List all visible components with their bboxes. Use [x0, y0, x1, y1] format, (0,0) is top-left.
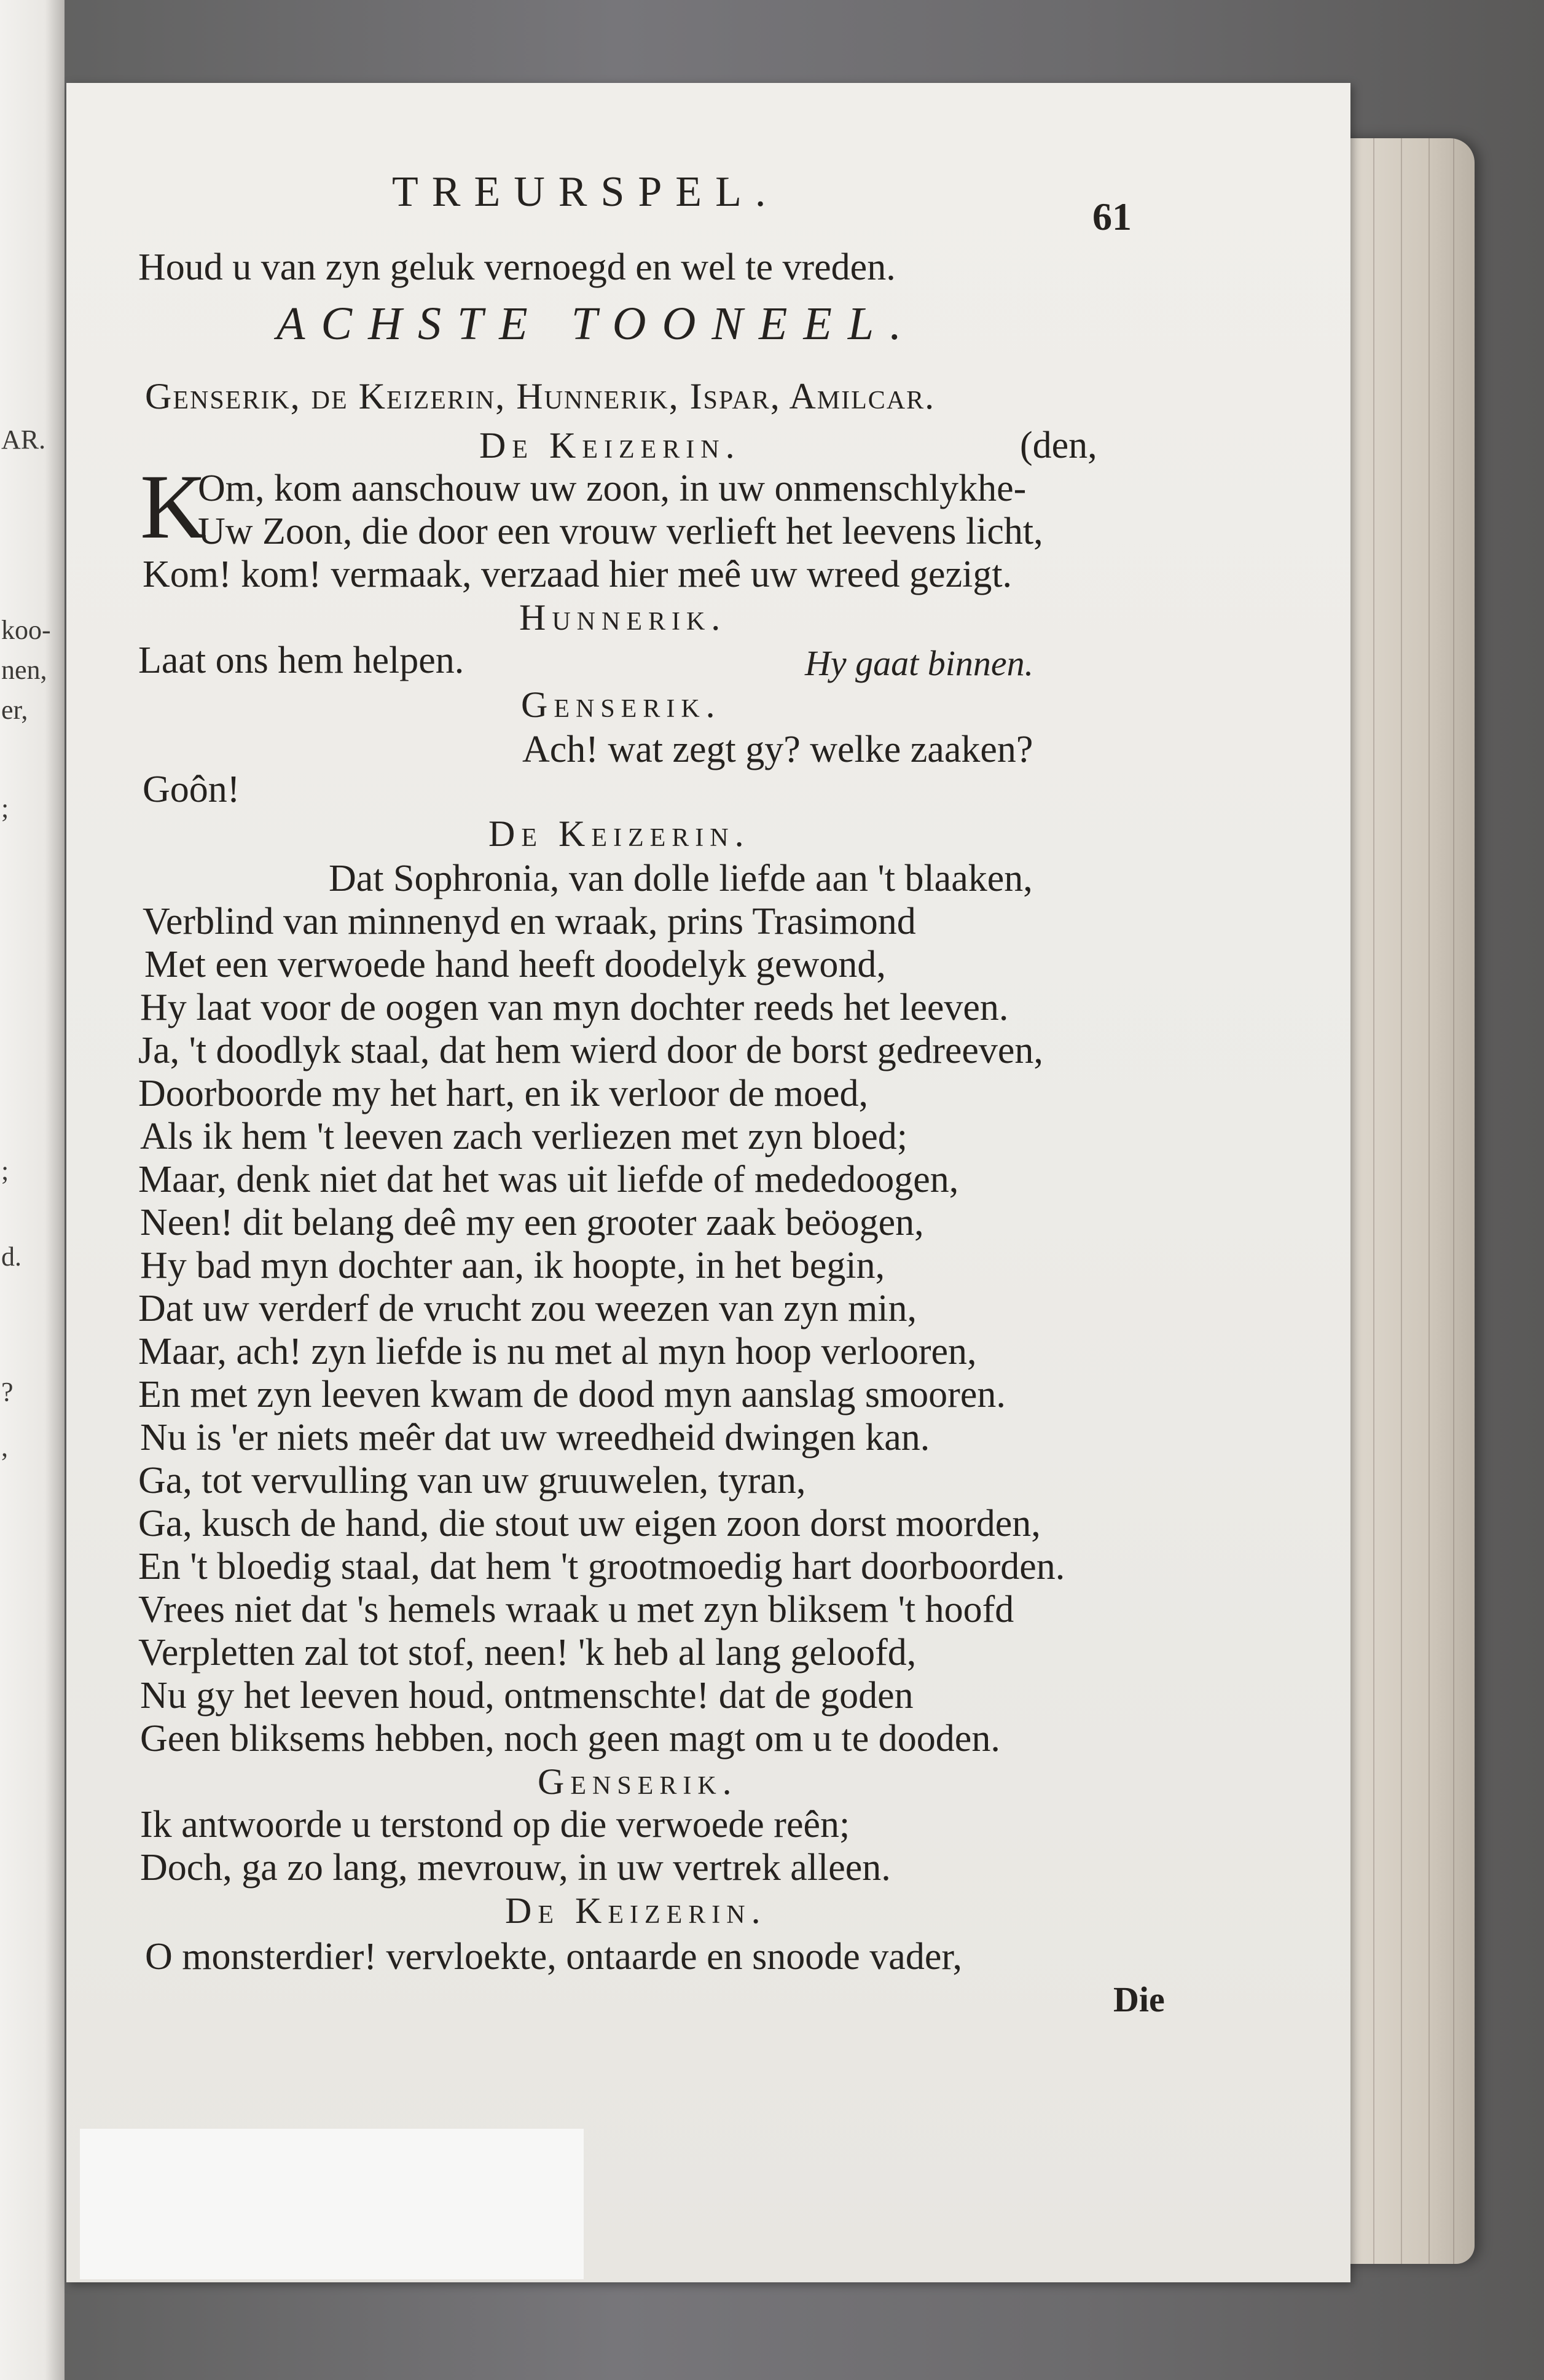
speaker-name: De Keizerin.: [505, 1890, 767, 1931]
scene-title: ACHSTE TOONEEL.: [276, 298, 918, 350]
speaker-name: De Keizerin.: [488, 813, 750, 854]
text-line: Neen! dit belang deê my een grooter zaak beöogen,: [140, 1202, 924, 1243]
text-line: Hy bad myn dochter aan, ik hoopte, in het begin,: [140, 1245, 885, 1286]
left-page-fragment: AR.: [1, 425, 46, 455]
text-line: Ik antwoorde u terstond op die verwoede reên;: [140, 1804, 850, 1846]
left-page-fragment: ;: [1, 1156, 9, 1186]
left-page-fragment: ?: [1, 1377, 14, 1407]
text-line: (den,: [1020, 425, 1097, 466]
text-line: Doch, ga zo lang, mevrouw, in uw vertrek alleen.: [140, 1847, 891, 1889]
text-line: Vrees niet dat 's hemels wraak u met zyn bliksem 't hoofd: [138, 1589, 1014, 1630]
text-line: Ga, tot vervulling van uw gruuwelen, tyran,: [138, 1460, 806, 1501]
text-line: Nu is 'er niets meêr dat uw wreedheid dwingen kan.: [140, 1417, 930, 1458]
speaker-name: Genserik.: [538, 1761, 738, 1802]
left-page-fragment: ,: [1, 1432, 8, 1462]
text-line: Ach! wat zegt gy? welke zaaken?: [522, 729, 1033, 770]
left-page-fragment: nen,: [1, 655, 47, 685]
text-line: Geen bliksems hebben, noch geen magt om u te dooden.: [140, 1718, 1000, 1760]
text-line: Dat uw verderf de vrucht zou weezen van zyn min,: [138, 1288, 917, 1329]
previous-page-edge: [0, 0, 65, 2380]
text-line: Laat ons hem helpen.: [138, 640, 464, 681]
text-line: En 't bloedig staal, dat hem 't grootmoedig hart doorboorden.: [138, 1546, 1065, 1587]
speaker-name: Hunnerik.: [519, 597, 727, 638]
catchword: Die: [1113, 1979, 1165, 2019]
redaction-label: [80, 2129, 584, 2279]
text-line: Verpletten zal tot stof, neen! 'k heb al lang geloofd,: [138, 1632, 917, 1673]
text-line: Houd u van zyn geluk vernoegd en wel te vreden.: [138, 246, 896, 288]
page-number: 61: [1092, 195, 1132, 238]
page-edge-line: [1428, 138, 1430, 2264]
running-head: TREURSPEL.: [392, 168, 780, 216]
text-line: Als ik hem 't leeven zach verliezen met zyn bloed;: [140, 1116, 907, 1157]
left-page-fragment: er,: [1, 695, 28, 725]
cast-list: Genserik, de Keizerin, Hunnerik, Ispar, Amilcar.: [145, 376, 936, 417]
text-line: Maar, denk niet dat het was uit liefde of mededoogen,: [138, 1159, 959, 1200]
page-edge-line: [1373, 138, 1374, 2264]
text-line: Ja, 't doodlyk staal, dat hem wierd door de borst gedreeven,: [138, 1030, 1043, 1071]
text-line: Goôn!: [143, 769, 240, 810]
left-page-fragment: koo-: [1, 615, 51, 645]
text-line: Doorboorde my het hart, en ik verloor de moed,: [138, 1073, 868, 1114]
speaker-name: De Keizerin.: [479, 425, 741, 466]
page-edge-line: [1453, 138, 1454, 2264]
drop-cap: K: [140, 456, 207, 558]
text-line: Hy laat voor de oogen van myn dochter reeds het leeven.: [140, 987, 1009, 1028]
text-line: Met een verwoede hand heeft doodelyk gewond,: [144, 944, 886, 985]
text-line: En met zyn leeven kwam de dood myn aanslag smooren.: [138, 1374, 1006, 1415]
text-line: Maar, ach! zyn liefde is nu met al myn hoop verlooren,: [138, 1331, 977, 1372]
text-line: Kom! kom! vermaak, verzaad hier meê uw wreed gezigt.: [143, 554, 1013, 595]
left-page-fragment: ;: [1, 793, 9, 823]
text-line: Verblind van minnenyd en wraak, prins Trasimond: [143, 901, 916, 942]
speaker-name: Genserik.: [521, 684, 721, 725]
text-line: O monsterdier! vervloekte, ontaarde en snoode vader,: [145, 1936, 963, 1978]
text-line: Om, kom aanschouw uw zoon, in uw onmenschlykhe-: [198, 468, 1027, 509]
text-line: Uw Zoon, die door een vrouw verlieft het leevens licht,: [198, 511, 1043, 552]
stage-direction: Hy gaat binnen.: [805, 643, 1034, 683]
page-edge-line: [1401, 138, 1402, 2264]
text-line: Nu gy het leeven houd, ontmenschte! dat de goden: [140, 1675, 914, 1716]
text-line: Dat Sophronia, van dolle liefde aan 't blaaken,: [329, 858, 1033, 899]
text-line: Ga, kusch de hand, die stout uw eigen zoon dorst moorden,: [138, 1503, 1041, 1544]
left-page-fragment: d.: [1, 1242, 22, 1272]
